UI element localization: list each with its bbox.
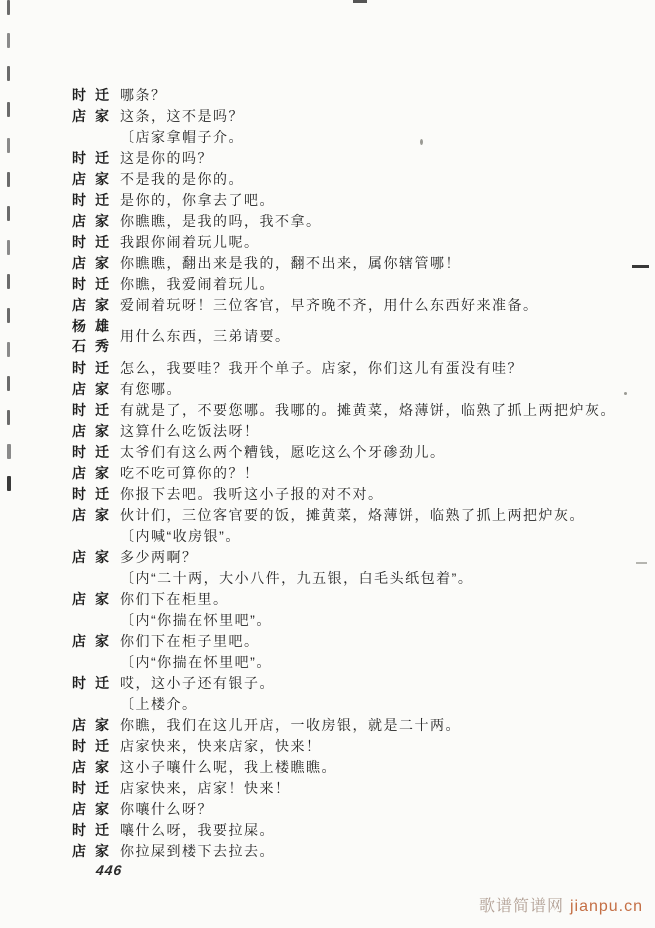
dialogue-row (0, 630, 655, 651)
dialogue-row (0, 798, 655, 819)
speaker-name: 店家 (72, 254, 118, 271)
stage-direction-text: 〔上楼介。 (120, 695, 198, 712)
dialogue-row (0, 714, 655, 735)
binding-mark (7, 66, 10, 81)
dialogue-text: 我跟你闹着玩儿呢。 (120, 233, 260, 250)
dialogue-row (0, 357, 655, 378)
dialogue-row (0, 840, 655, 861)
speaker-name: 店家 (72, 506, 118, 523)
dialogue-row (0, 273, 655, 294)
dialogue-row (0, 462, 655, 483)
dialogue-row (0, 672, 655, 693)
speaker-name: 时迁 (72, 233, 118, 250)
stage-direction-row (0, 693, 655, 714)
stage-direction-text: 〔内“二十两，大小八件，九五银，白毛头纸包着”。 (120, 569, 474, 586)
speaker-name: 店家 (72, 422, 118, 439)
speaker-name: 店家 (72, 296, 118, 313)
dialogue-text: 你瞧，我们在这儿开店，一收房银，就是二十两。 (120, 716, 461, 733)
speaker-name: 店家 (72, 590, 118, 607)
dialogue-row (0, 189, 655, 210)
speaker-name: 时迁 (72, 821, 118, 838)
stage-direction-text: 〔内“你揣在怀里吧”。 (120, 653, 272, 670)
speaker-name: 店家 (72, 212, 118, 229)
speaker-name-block (72, 316, 120, 356)
dialogue-row (0, 231, 655, 252)
speaker-name: 店家 (72, 842, 118, 859)
dialogue-text: 嚷什么呀，我要拉屎。 (120, 821, 275, 838)
speaker-name: 时迁 (72, 779, 118, 796)
speaker-name: 时迁 (72, 86, 118, 103)
dialogue-row (0, 315, 655, 357)
dialogue-row (0, 777, 655, 798)
speaker-name: 时迁 (72, 275, 118, 292)
speaker-name: 时迁 (72, 191, 118, 208)
dialogue-text: 怎么，我要哇？我开个单子。店家，你们这儿有蛋没有哇？ (120, 359, 523, 376)
dialogue-row (0, 210, 655, 231)
edge-mark-top (353, 0, 367, 3)
dialogue-row (0, 756, 655, 777)
dialogue-row (0, 105, 655, 126)
dialogue-text: 这条，这不是吗？ (120, 107, 244, 124)
dialogue-row (0, 588, 655, 609)
speaker-name: 店家 (72, 380, 118, 397)
dialogue-text: 你们下在柜子里吧。 (120, 632, 260, 649)
stage-direction-row (0, 525, 655, 546)
dialogue-row (0, 378, 655, 399)
dialogue-row (0, 546, 655, 567)
dialogue-text: 太爷们有这么两个糟钱，愿吃这么个牙碜劲儿。 (120, 443, 446, 460)
stage-direction-row (0, 651, 655, 672)
dialogue-text: 店家快来，快来店家，快来！ (120, 737, 322, 754)
dialogue-text: 爱闹着玩呀！三位客官，早齐晚不齐，用什么东西好来准备。 (120, 296, 539, 313)
dialogue-text: 你瞧，我爱闹着玩儿。 (120, 275, 275, 292)
dialogue-text: 有您哪。 (120, 380, 182, 397)
dialogue-text: 多少两啊？ (120, 548, 198, 565)
dialogue-text: 这算什么吃饭法呀！ (120, 422, 260, 439)
stage-direction-row (0, 609, 655, 630)
dialogue-row (0, 441, 655, 462)
dialogue-text: 有就是了，不要您哪。我哪的。摊黄菜，烙薄饼，临熟了抓上两把炉灰。 (120, 401, 616, 418)
speaker-name: 时迁 (72, 401, 118, 418)
speaker-name: 店家 (72, 107, 118, 124)
dialogue-row (0, 735, 655, 756)
dialogue-row (0, 483, 655, 504)
dialogue-text: 你瞧瞧，翻出来是我的，翻不出来，属你辖管哪！ (120, 254, 461, 271)
page-number: 446 (95, 862, 124, 878)
dialogue-text: 你瞧瞧，是我的吗，我不拿。 (120, 212, 322, 229)
watermark (479, 893, 643, 916)
binding-mark (7, 0, 10, 15)
dialogue-text: 你们下在柜里。 (120, 590, 229, 607)
speaker-name: 店家 (72, 464, 118, 481)
stage-direction-row (0, 126, 655, 147)
dialogue-row (0, 420, 655, 441)
script-body (0, 84, 655, 861)
dialogue-row (0, 504, 655, 525)
stage-direction-text: 〔内“你揣在怀里吧”。 (120, 611, 272, 628)
dialogue-row (0, 294, 655, 315)
speaker-name: 时迁 (72, 737, 118, 754)
dialogue-text: 用什么东西，三弟请要。 (120, 328, 291, 344)
speaker-name: 店家 (72, 758, 118, 775)
speaker-name: 时迁 (72, 674, 118, 691)
dialogue-row (0, 147, 655, 168)
dialogue-row (0, 84, 655, 105)
dialogue-text: 这小子嚷什么呢，我上楼瞧瞧。 (120, 758, 337, 775)
dialogue-text: 哎，这小子还有银子。 (120, 674, 275, 691)
dialogue-text: 是你的，你拿去了吧。 (120, 191, 275, 208)
watermark-site-name: 歌谱简谱网 (478, 898, 564, 915)
speaker-name: 杨雄 (72, 318, 118, 334)
watermark-site-url: jianpu.cn (569, 898, 643, 915)
stage-direction-row (0, 567, 655, 588)
dialogue-text: 你报下去吧。我听这小子报的对不对。 (120, 485, 384, 502)
speaker-name: 时迁 (72, 149, 118, 166)
speaker-name: 时迁 (72, 485, 118, 502)
dialogue-text: 你拉屎到楼下去拉去。 (120, 842, 275, 859)
speaker-name: 时迁 (72, 359, 118, 376)
speaker-name: 时迁 (72, 443, 118, 460)
speaker-name: 店家 (72, 632, 118, 649)
dialogue-row (0, 399, 655, 420)
dialogue-row (0, 168, 655, 189)
binding-mark (7, 33, 10, 48)
speaker-name-secondary: 石秀 (72, 338, 118, 354)
dialogue-text: 这是你的吗？ (120, 149, 213, 166)
dialogue-text: 伙计们，三位客官要的饭，摊黄菜，烙薄饼，临熟了抓上两把炉灰。 (120, 506, 585, 523)
dialogue-text: 不是我的是你的。 (120, 170, 244, 187)
dialogue-row (0, 819, 655, 840)
stage-direction-text: 〔店家拿帽子介。 (120, 128, 244, 145)
speaker-name: 店家 (72, 170, 118, 187)
dialogue-text: 吃不吃可算你的？！ (120, 464, 260, 481)
speaker-name: 店家 (72, 800, 118, 817)
dialogue-text: 你嚷什么呀？ (120, 800, 213, 817)
dialogue-row (0, 252, 655, 273)
speaker-name: 店家 (72, 716, 118, 733)
stage-direction-text: 〔内喊“收房银”。 (120, 527, 241, 544)
speaker-name: 店家 (72, 548, 118, 565)
dialogue-text: 店家快来，店家！快来！ (120, 779, 291, 796)
dialogue-text: 哪条？ (120, 86, 167, 103)
